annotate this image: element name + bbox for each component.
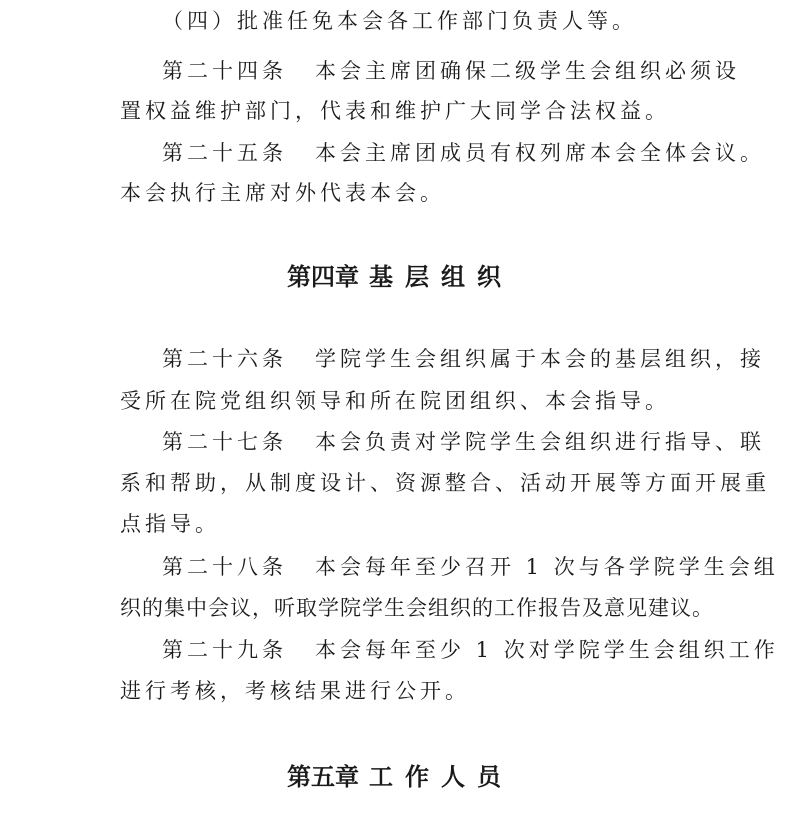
- article-27-line-2: 系和帮助，从制度设计、资源整合、活动开展等方面开展重: [120, 471, 770, 495]
- article-28-line-1: 本会每年至少召开 1 次与各学院学生会组: [315, 555, 779, 579]
- chapter-5-number: 第五章: [287, 762, 359, 791]
- article-27-line-3: 点指导。: [120, 512, 220, 536]
- article-27-continuation-2: [120, 510, 220, 538]
- article-27: [162, 428, 765, 456]
- clause-four-text: （四）批准任免本会各工作部门负责人等。: [162, 9, 637, 33]
- article-24-continuation: [120, 97, 670, 125]
- article-29-line-2: 进行考核，考核结果进行公开。: [120, 679, 470, 703]
- article-24: [162, 57, 740, 85]
- clause-four: [162, 7, 637, 35]
- article-27-number: 第二十七条: [162, 430, 287, 454]
- article-24-line-2: 置权益维护部门，代表和维护广大同学合法权益。: [120, 99, 670, 123]
- article-29-line-1: 本会每年至少 1 次对学院学生会组织工作: [315, 638, 779, 662]
- article-24-number: 第二十四条: [162, 59, 287, 83]
- article-24-line-1: 本会主席团确保二级学生会组织必须设: [315, 59, 740, 83]
- article-29-continuation: [120, 677, 470, 705]
- article-28: [162, 553, 779, 581]
- article-28-number: 第二十八条: [162, 555, 287, 579]
- chapter-4-title: 基层组织: [369, 262, 513, 291]
- article-29: [162, 636, 779, 664]
- article-25-line-1: 本会主席团成员有权列席本会全体会议。: [315, 141, 765, 165]
- chapter-4-heading: [0, 262, 800, 292]
- chapter-4-number: 第四章: [287, 262, 359, 291]
- article-25-number: 第二十五条: [162, 141, 287, 165]
- article-26-continuation: [120, 387, 670, 415]
- article-29-number: 第二十九条: [162, 638, 287, 662]
- article-25: [162, 139, 765, 167]
- article-25-line-2: 本会执行主席对外代表本会。: [120, 181, 445, 205]
- article-26-line-1: 学院学生会组织属于本会的基层组织，接: [315, 347, 765, 371]
- article-28-line-2: 织的集中会议，听取学院学生会组织的工作报告及意见建议。: [120, 596, 714, 620]
- article-26-line-2: 受所在院党组织领导和所在院团组织、本会指导。: [120, 389, 670, 413]
- article-28-continuation: [120, 594, 714, 622]
- article-26: [162, 345, 765, 373]
- article-27-continuation-1: [120, 469, 770, 497]
- article-25-continuation: [120, 179, 445, 207]
- chapter-5-title: 工作人员: [369, 762, 513, 791]
- chapter-5-heading: [0, 762, 800, 792]
- article-26-number: 第二十六条: [162, 347, 287, 371]
- article-27-line-1: 本会负责对学院学生会组织进行指导、联: [315, 430, 765, 454]
